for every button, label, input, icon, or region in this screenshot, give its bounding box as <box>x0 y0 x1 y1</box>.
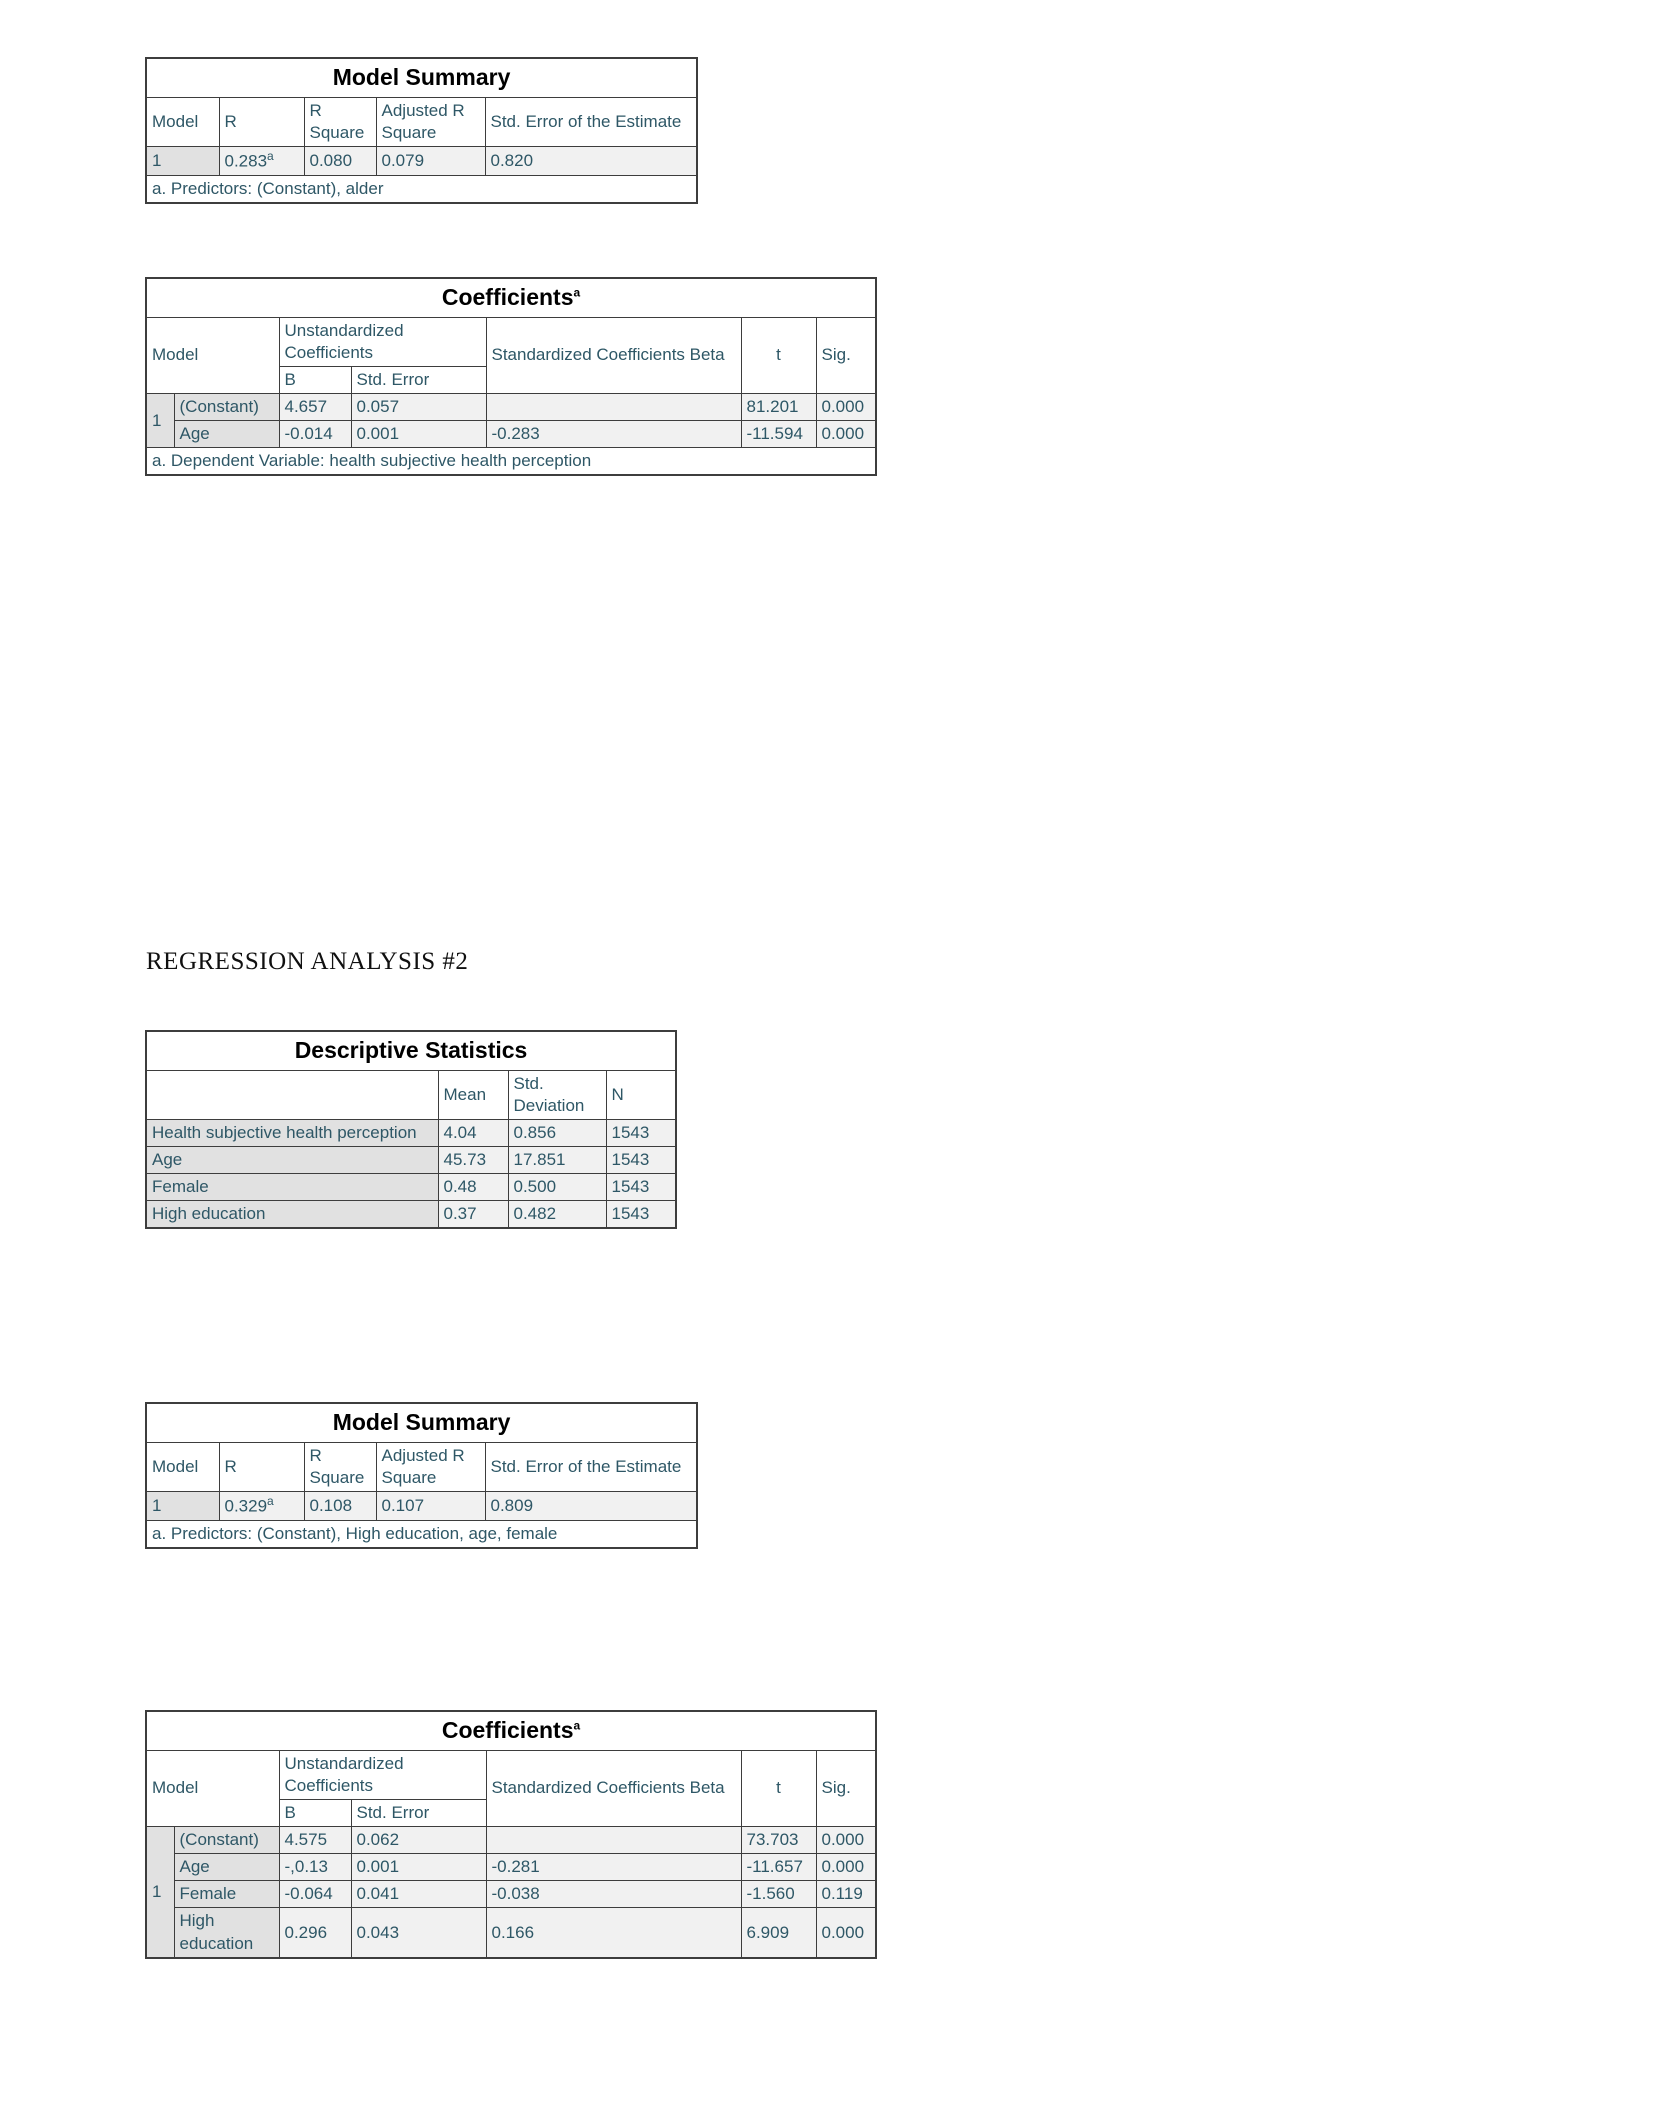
r-square-value-cell: 0.080 <box>304 147 376 176</box>
n-value-cell: 1543 <box>606 1147 676 1174</box>
std-error-value-cell: 0.041 <box>351 1881 486 1908</box>
b-value-cell: -,0.13 <box>279 1854 351 1881</box>
col-header-model: Model <box>146 317 279 393</box>
col-header-t: t <box>741 1750 816 1826</box>
b-value-cell: -0.014 <box>279 421 351 448</box>
col-header-n: N <box>606 1070 676 1119</box>
r-value-cell <box>219 1492 304 1521</box>
coefficients-table-1 <box>145 277 877 476</box>
t-value-cell: 6.909 <box>741 1908 816 1958</box>
predictor-label-cell: (Constant) <box>174 394 279 421</box>
descriptive-statistics-table <box>145 1030 677 1229</box>
col-header-model: Model <box>146 1442 219 1491</box>
model-number-cell: 1 <box>146 394 174 448</box>
std-deviation-value-cell: 0.482 <box>508 1201 606 1229</box>
variable-label-cell: High education <box>146 1201 438 1229</box>
table-footnote: a. Predictors: (Constant), High education, age, female <box>146 1520 697 1548</box>
b-value-cell: 4.575 <box>279 1827 351 1854</box>
col-header-model: Model <box>146 1750 279 1826</box>
adjusted-r-square-value-cell: 0.079 <box>376 147 485 176</box>
footnote-marker: a <box>267 149 274 164</box>
table-footnote: a. Dependent Variable: health subjective health perception <box>146 448 876 476</box>
col-header-standardized-beta: Standardized Coefficients Beta <box>486 317 741 393</box>
header-row <box>146 97 697 146</box>
title-row <box>146 1403 697 1442</box>
data-row <box>146 1492 697 1521</box>
r-value-cell <box>219 147 304 176</box>
predictor-label-cell: Age <box>174 421 279 448</box>
model-number-cell: 1 <box>146 1827 174 1958</box>
footnote-marker: a <box>573 1718 581 1733</box>
n-value-cell: 1543 <box>606 1174 676 1201</box>
col-header-mean: Mean <box>438 1070 508 1119</box>
t-value-cell: 81.201 <box>741 394 816 421</box>
sig-value-cell: 0.000 <box>816 1827 876 1854</box>
title-row <box>146 1031 676 1070</box>
col-header-r: R <box>219 1442 304 1491</box>
col-header-unstandardized-coefficients: Unstandardized Coefficients <box>279 1750 486 1799</box>
std-deviation-value-cell: 0.856 <box>508 1120 606 1147</box>
col-header-b: B <box>279 367 351 394</box>
col-header-std-error: Std. Error <box>351 1800 486 1827</box>
table-title: Descriptive Statistics <box>146 1031 676 1070</box>
mean-value-cell: 0.37 <box>438 1201 508 1229</box>
col-header-standardized-beta: Standardized Coefficients Beta <box>486 1750 741 1826</box>
r-value: 0.283 <box>224 151 268 171</box>
data-row <box>146 1120 676 1147</box>
table-title-text: Coefficients <box>441 1717 574 1743</box>
data-row <box>146 1201 676 1229</box>
sig-value-cell: 0.000 <box>816 1908 876 1958</box>
n-value-cell: 1543 <box>606 1201 676 1229</box>
data-row <box>146 421 876 448</box>
t-value-cell: -11.594 <box>741 421 816 448</box>
footnote-marker: a <box>267 1494 274 1509</box>
r-value: 0.329 <box>224 1496 268 1516</box>
mean-value-cell: 4.04 <box>438 1120 508 1147</box>
std-error-value-cell: 0.057 <box>351 394 486 421</box>
b-value-cell: 4.657 <box>279 394 351 421</box>
col-header-unstandardized-coefficients: Unstandardized Coefficients <box>279 317 486 366</box>
std-error-value-cell: 0.809 <box>485 1492 697 1521</box>
col-header-adjusted-r-square: Adjusted R Square <box>376 97 485 146</box>
col-header-std-error: Std. Error <box>351 367 486 394</box>
model-summary-table-2 <box>145 1402 698 1549</box>
std-error-value-cell: 0.062 <box>351 1827 486 1854</box>
footnote-marker: a <box>573 285 581 300</box>
table-title: Model Summary <box>146 1403 697 1442</box>
std-error-value-cell: 0.043 <box>351 1908 486 1958</box>
title-row <box>146 58 697 97</box>
n-value-cell: 1543 <box>606 1120 676 1147</box>
sig-value-cell: 0.000 <box>816 421 876 448</box>
data-row <box>146 1174 676 1201</box>
t-value-cell: 73.703 <box>741 1827 816 1854</box>
sig-value-cell: 0.119 <box>816 1881 876 1908</box>
table-footnote: a. Predictors: (Constant), alder <box>146 175 697 203</box>
data-row <box>146 1881 876 1908</box>
table-title <box>146 1711 876 1750</box>
std-error-value-cell: 0.001 <box>351 421 486 448</box>
col-header-std-error-estimate: Std. Error of the Estimate <box>485 1442 697 1491</box>
beta-value-cell: 0.166 <box>486 1908 741 1958</box>
data-row <box>146 394 876 421</box>
footnote-row <box>146 175 697 203</box>
beta-value-cell <box>486 394 741 421</box>
beta-value-cell: -0.038 <box>486 1881 741 1908</box>
header-row-1 <box>146 317 876 366</box>
header-row <box>146 1070 676 1119</box>
coefficients-table-2 <box>145 1710 877 1959</box>
mean-value-cell: 0.48 <box>438 1174 508 1201</box>
col-header-std-error-estimate: Std. Error of the Estimate <box>485 97 697 146</box>
title-row <box>146 1711 876 1750</box>
col-header-adjusted-r-square: Adjusted R Square <box>376 1442 485 1491</box>
r-square-value-cell: 0.108 <box>304 1492 376 1521</box>
predictor-label-cell: (Constant) <box>174 1827 279 1854</box>
col-header-t: t <box>741 317 816 393</box>
col-header-model: Model <box>146 97 219 146</box>
header-row <box>146 1442 697 1491</box>
table-title: Model Summary <box>146 58 697 97</box>
beta-value-cell <box>486 1827 741 1854</box>
header-row-1 <box>146 1750 876 1799</box>
col-header-r-square: R Square <box>304 97 376 146</box>
table-title-text: Coefficients <box>441 284 574 310</box>
col-header-r-square: R Square <box>304 1442 376 1491</box>
col-header-b: B <box>279 1800 351 1827</box>
data-row <box>146 1827 876 1854</box>
model-number-cell: 1 <box>146 1492 219 1521</box>
variable-label-cell: Health subjective health perception <box>146 1120 438 1147</box>
std-error-value-cell: 0.001 <box>351 1854 486 1881</box>
variable-label-cell: Female <box>146 1174 438 1201</box>
model-number-cell: 1 <box>146 147 219 176</box>
predictor-label-cell: Age <box>174 1854 279 1881</box>
data-row <box>146 1854 876 1881</box>
predictor-label-cell: High education <box>174 1908 279 1958</box>
sig-value-cell: 0.000 <box>816 1854 876 1881</box>
col-header-r: R <box>219 97 304 146</box>
col-header-blank <box>146 1070 438 1119</box>
beta-value-cell: -0.281 <box>486 1854 741 1881</box>
t-value-cell: -1.560 <box>741 1881 816 1908</box>
std-deviation-value-cell: 0.500 <box>508 1174 606 1201</box>
title-row <box>146 278 876 317</box>
table-title <box>146 278 876 317</box>
section-heading: REGRESSION ANALYSIS #2 <box>146 948 469 975</box>
beta-value-cell: -0.283 <box>486 421 741 448</box>
predictor-label-cell: Female <box>174 1881 279 1908</box>
data-row <box>146 147 697 176</box>
model-summary-table-1 <box>145 57 698 204</box>
data-row <box>146 1908 876 1958</box>
footnote-row <box>146 1520 697 1548</box>
adjusted-r-square-value-cell: 0.107 <box>376 1492 485 1521</box>
sig-value-cell: 0.000 <box>816 394 876 421</box>
t-value-cell: -11.657 <box>741 1854 816 1881</box>
mean-value-cell: 45.73 <box>438 1147 508 1174</box>
data-row <box>146 1147 676 1174</box>
variable-label-cell: Age <box>146 1147 438 1174</box>
col-header-std-deviation: Std. Deviation <box>508 1070 606 1119</box>
col-header-sig: Sig. <box>816 317 876 393</box>
std-deviation-value-cell: 17.851 <box>508 1147 606 1174</box>
b-value-cell: 0.296 <box>279 1908 351 1958</box>
b-value-cell: -0.064 <box>279 1881 351 1908</box>
std-error-value-cell: 0.820 <box>485 147 697 176</box>
col-header-sig: Sig. <box>816 1750 876 1826</box>
footnote-row <box>146 448 876 476</box>
